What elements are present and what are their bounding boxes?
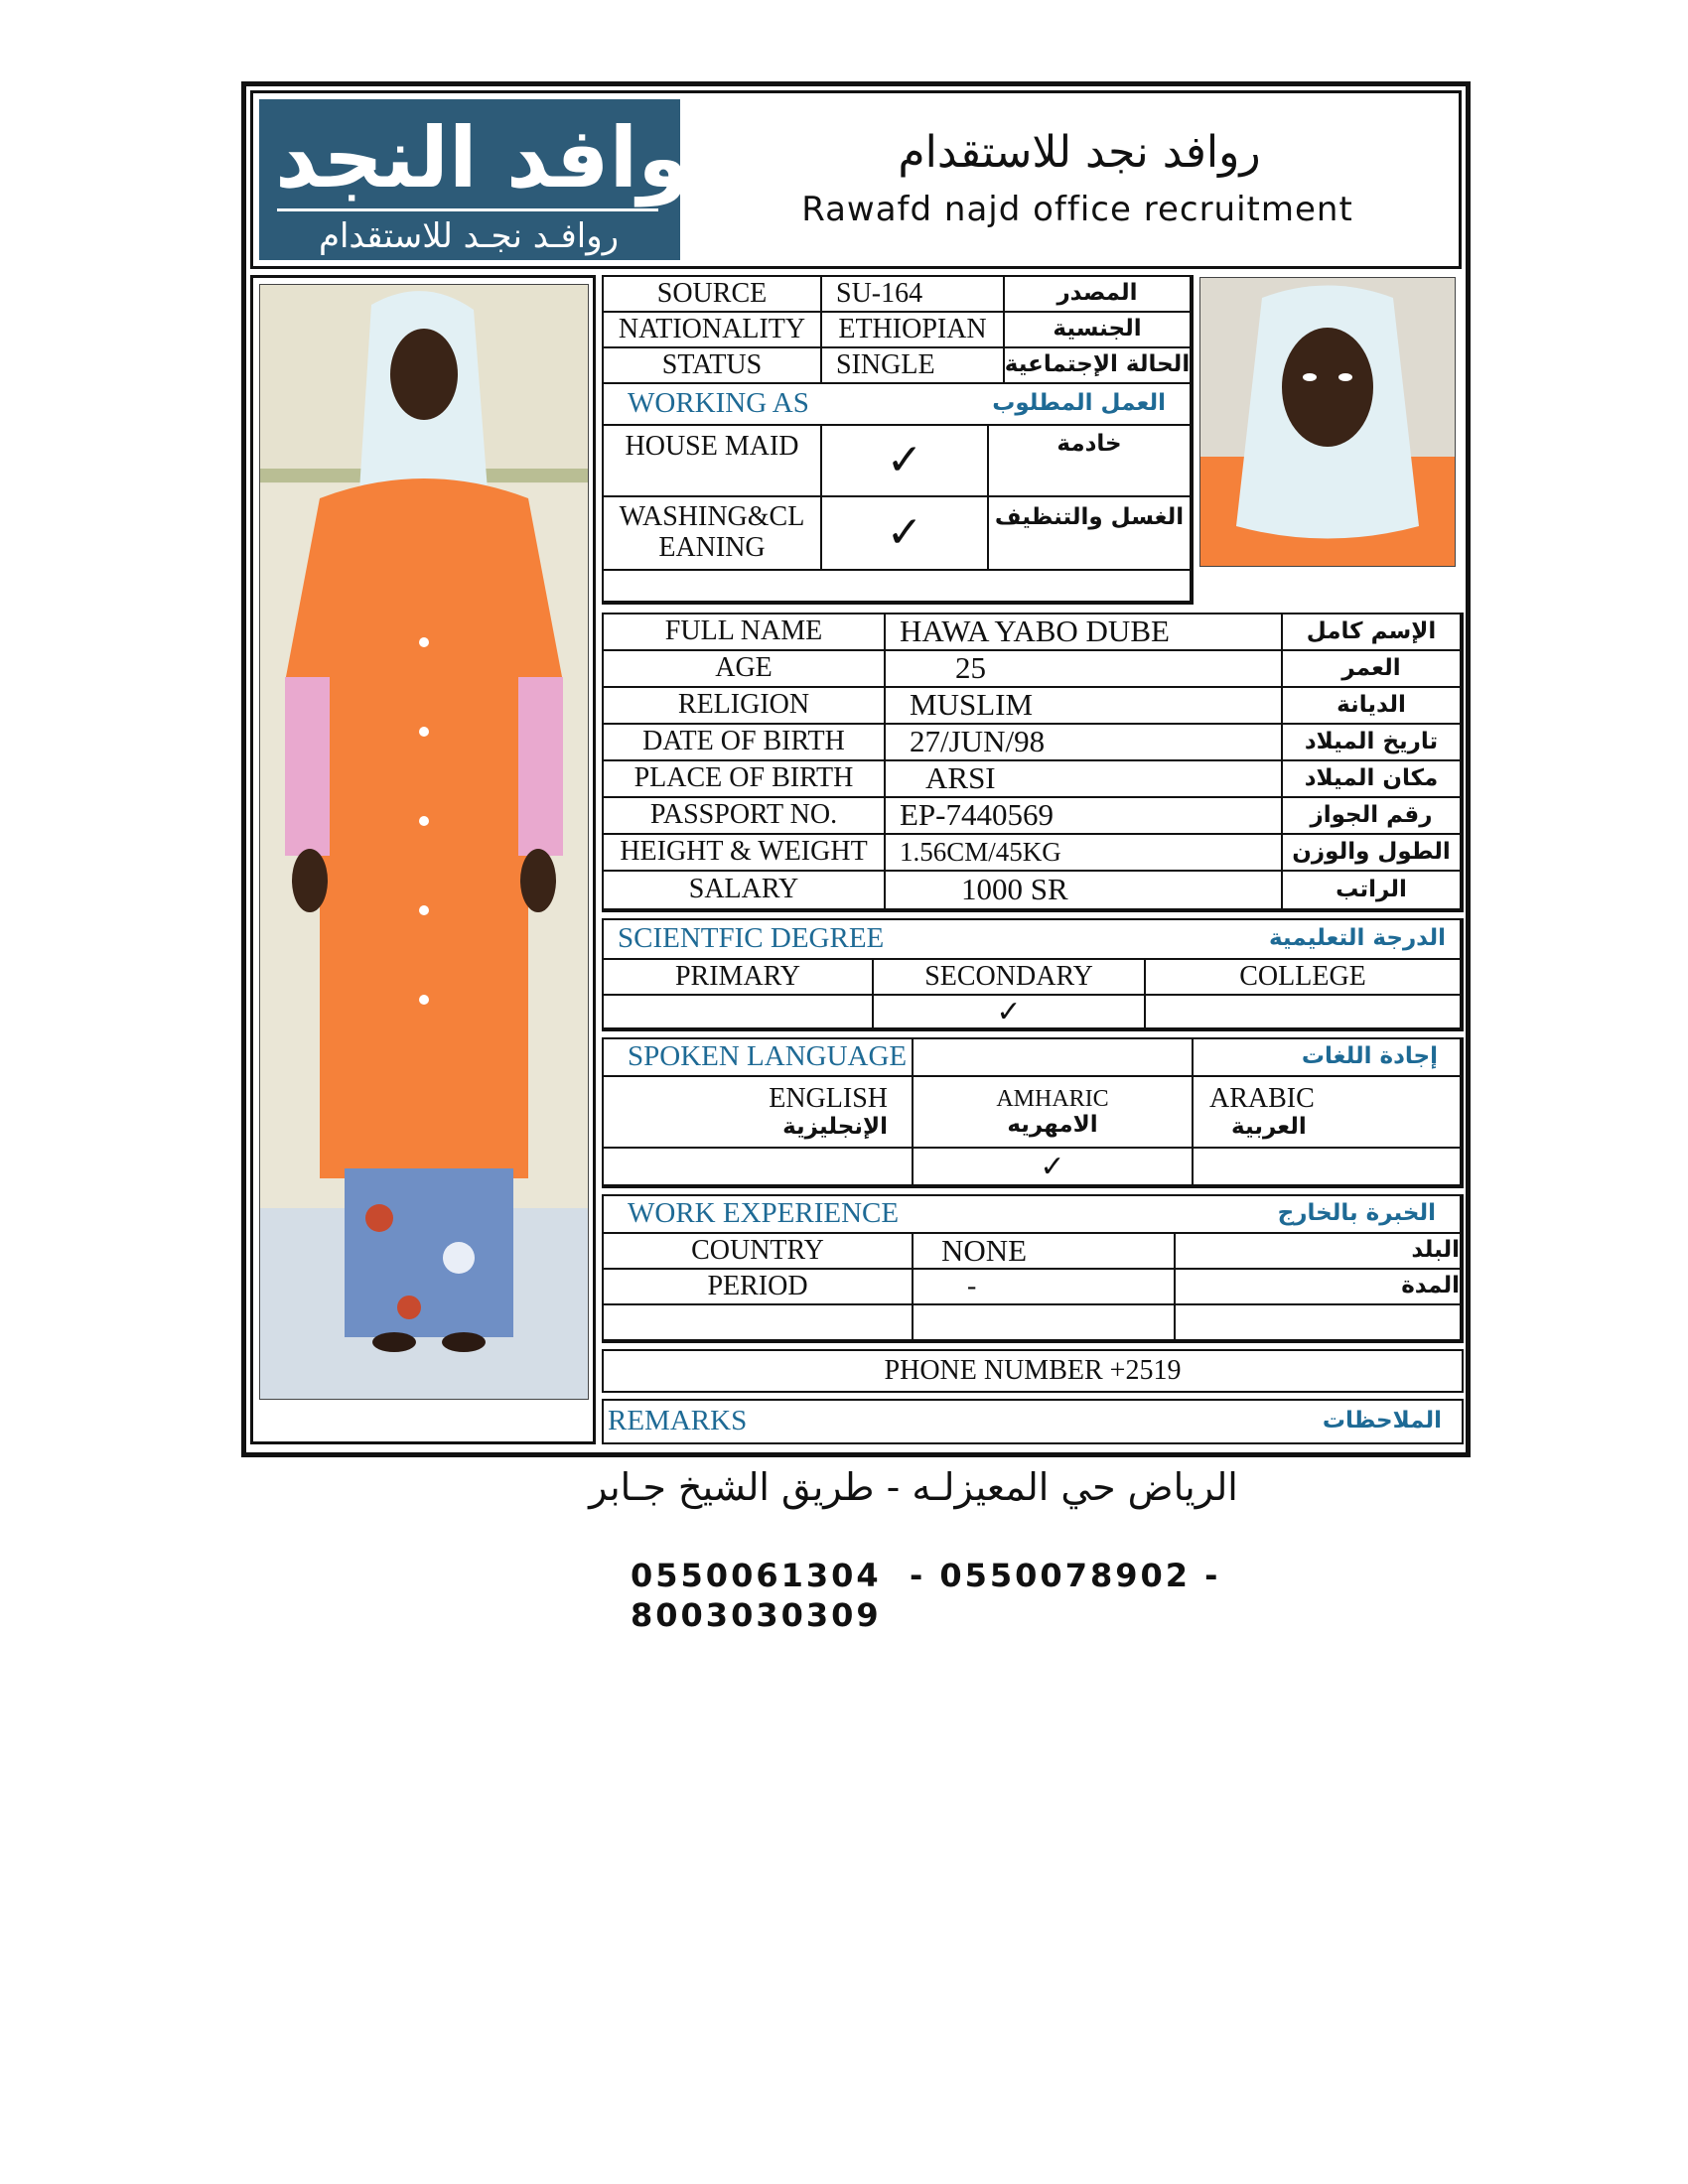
passport-label: PASSPORT NO.	[604, 798, 886, 835]
language-header-left	[604, 1039, 914, 1077]
full-name-value: HAWA YABO DUBE	[886, 614, 1283, 651]
education-header-row	[604, 920, 1462, 960]
job-washing-check: ✓	[822, 497, 989, 571]
cv-card	[241, 81, 1471, 1457]
pob-label: PLACE OF BIRTH	[604, 761, 886, 798]
remarks-label: REMARKS	[608, 1405, 748, 1437]
language-header-mid	[914, 1039, 1194, 1077]
height-weight-value: 1.56CM/45KG	[886, 835, 1283, 872]
remarks-label-arabic: الملاحظات	[1322, 1408, 1442, 1434]
education-secondary-check: ✓	[874, 996, 1146, 1029]
language-arabic-label-arabic: العربية	[1231, 1113, 1307, 1140]
working-as-title: WORKING AS	[628, 387, 809, 420]
job-house-maid-check: ✓	[822, 426, 989, 497]
language-header-right	[1194, 1039, 1462, 1077]
language-arabic-label: ARABIC	[1209, 1082, 1315, 1114]
phone-numbers-line1: 0550061304 - 0550078902 -	[631, 1557, 1221, 1594]
experience-title-arabic: الخبرة بالخارج	[1277, 1200, 1436, 1227]
dob-label: DATE OF BIRTH	[604, 725, 886, 761]
phone-numbers-line2: 8003030309	[631, 1596, 882, 1634]
country-label: COUNTRY	[604, 1234, 914, 1270]
source-label: SOURCE	[604, 277, 822, 313]
religion-label-arabic: الديانة	[1283, 688, 1462, 725]
education-primary-check	[604, 996, 874, 1029]
nationality-label-arabic: الجنسية	[1005, 313, 1192, 348]
full-name-label-arabic: الإسم كامل	[1283, 614, 1462, 651]
language-amharic-check: ✓	[914, 1149, 1194, 1186]
age-label: AGE	[604, 651, 886, 688]
age-value: 25	[886, 651, 1283, 688]
education-title-arabic: الدرجة التعليمية	[1268, 925, 1446, 952]
education-table	[602, 918, 1464, 1031]
logo-subtitle: روافـد نجـد للاستقدام	[318, 216, 620, 256]
education-college: COLLEGE	[1146, 960, 1462, 996]
status-value: SINGLE	[822, 348, 1005, 384]
company-title-arabic: روافد نجد للاستقدام	[898, 127, 1261, 178]
phone-number: PHONE NUMBER +2519	[884, 1354, 1182, 1386]
personal-table	[602, 613, 1464, 912]
working-as-title-arabic: العمل المطلوب	[992, 390, 1166, 417]
phone-row	[602, 1349, 1464, 1393]
age-label-arabic: العمر	[1283, 651, 1462, 688]
full-body-photo	[259, 284, 589, 1400]
portrait-photo	[1199, 277, 1456, 567]
language-arabic	[1194, 1077, 1462, 1149]
remarks-row	[602, 1399, 1464, 1444]
nationality-label: NATIONALITY	[604, 313, 822, 348]
source-label-arabic: المصدر	[1005, 277, 1192, 313]
religion-label: RELIGION	[604, 688, 886, 725]
height-weight-label: HEIGHT & WEIGHT	[604, 835, 886, 872]
experience-header-row	[604, 1196, 1462, 1234]
language-title-arabic: إجادة اللغات	[1301, 1043, 1438, 1070]
language-arabic-check	[1194, 1149, 1462, 1186]
header	[250, 90, 1462, 269]
experience-blank-1	[604, 1305, 914, 1341]
education-title: SCIENTFIC DEGREE	[618, 922, 885, 955]
height-weight-label-arabic: الطول والوزن	[1283, 835, 1462, 872]
dob-label-arabic: تاريخ الميلاد	[1283, 725, 1462, 761]
job-washing-label-line1: WASHING&CL	[619, 501, 805, 533]
language-english-label: ENGLISH	[769, 1082, 888, 1114]
company-logo	[259, 99, 738, 260]
nationality-value: ETHIOPIAN	[822, 313, 1005, 348]
dob-value: 27/JUN/98	[886, 725, 1283, 761]
working-as-header-row	[604, 384, 1192, 426]
language-title: SPOKEN LANGUAGE	[628, 1040, 908, 1073]
passport-value: EP-7440569	[886, 798, 1283, 835]
language-english-check	[604, 1149, 914, 1186]
salary-label-arabic: الراتب	[1283, 872, 1462, 910]
country-value: NONE	[914, 1234, 1176, 1270]
job-washing-label-line2: EANING	[658, 532, 766, 563]
language-amharic	[914, 1077, 1194, 1149]
language-amharic-label-arabic: الامهريه	[1007, 1111, 1098, 1138]
job-house-maid-label: HOUSE MAID	[604, 426, 822, 497]
job-washing-label	[604, 497, 822, 571]
full-name-label: FULL NAME	[604, 614, 886, 651]
education-secondary: SECONDARY	[874, 960, 1146, 996]
pob-value: ARSI	[886, 761, 1283, 798]
experience-title: WORK EXPERIENCE	[628, 1197, 900, 1230]
experience-blank-2	[914, 1305, 1176, 1341]
language-amharic-label: AMHARIC	[996, 1086, 1109, 1113]
education-primary: PRIMARY	[604, 960, 874, 996]
status-label: STATUS	[604, 348, 822, 384]
language-english	[604, 1077, 914, 1149]
status-label-arabic: الحالة الإجتماعية	[1005, 348, 1192, 384]
period-label-arabic: المدة	[1176, 1270, 1462, 1305]
pob-label-arabic: مكان الميلاد	[1283, 761, 1462, 798]
info-table	[602, 275, 1194, 605]
job-house-maid-label-arabic: خادمة	[989, 426, 1192, 497]
country-label-arabic: البلد	[1176, 1234, 1462, 1270]
salary-label: SALARY	[604, 872, 886, 910]
education-college-check	[1146, 996, 1462, 1029]
company-title-english: Rawafd najd office recruitment	[801, 190, 1353, 229]
salary-value: 1000 SR	[886, 872, 1283, 910]
period-value: -	[914, 1270, 1176, 1305]
logo-text: روافد النجد	[275, 109, 738, 206]
passport-label-arabic: رقم الجواز	[1283, 798, 1462, 835]
language-table	[602, 1037, 1464, 1188]
period-label: PERIOD	[604, 1270, 914, 1305]
logo-divider	[277, 208, 658, 211]
job-washing-label-arabic: الغسل والتنظيف	[989, 497, 1192, 571]
language-english-label-arabic: الإنجليزية	[782, 1113, 888, 1140]
full-photo-cell	[250, 275, 596, 1444]
info-blank-row	[604, 571, 1192, 603]
source-value: SU-164	[822, 277, 1005, 313]
experience-blank-3	[1176, 1305, 1462, 1341]
address-arabic: الرياض حي المعيزلـه - طريق الشيخ جـابر	[589, 1465, 1238, 1509]
experience-table	[602, 1194, 1464, 1343]
remarks-content	[604, 1401, 1462, 1442]
religion-value: MUSLIM	[886, 688, 1283, 725]
